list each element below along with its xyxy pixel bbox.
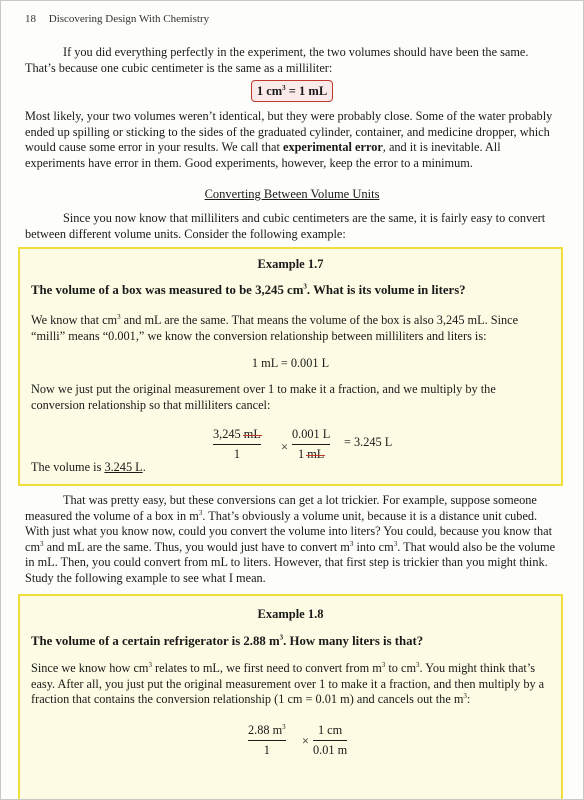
example-answer	[31, 460, 551, 476]
fraction-bar	[313, 740, 347, 741]
numerator-value: 3,245	[213, 427, 241, 441]
equation-exponent: 3	[282, 83, 286, 92]
fraction-numerator	[248, 723, 286, 738]
fraction-numerator: 1 cm	[317, 723, 343, 737]
fraction-numerator: 0.001 L	[292, 427, 331, 441]
equation-rhs: = 1 mL	[285, 84, 328, 98]
superscript: 3	[393, 539, 398, 548]
paragraph-text: and mL are the same. Thus, you would just have to convert m	[43, 539, 350, 554]
fraction-measurement	[213, 427, 261, 462]
fraction-numerator	[213, 427, 261, 442]
conversion-result: = 3.245 L	[344, 435, 393, 449]
superscript: 3	[381, 660, 386, 669]
example-title: Example 1.7	[257, 257, 324, 271]
example-title: Example 1.8	[257, 607, 324, 621]
superscript: 3	[416, 660, 420, 669]
question-text: The volume of a certain refrigerator is 2.88 m	[31, 634, 280, 648]
multiply-sign: ×	[302, 734, 309, 748]
paragraph-text: That was pretty easy, but these conversions can get a lot trickier. For example, suppose someone measured the volume of a box in m	[25, 493, 537, 523]
superscript: 3	[303, 282, 307, 291]
example-box-1-8	[18, 594, 563, 800]
answer-text: The volume is	[31, 460, 105, 474]
example-paragraph	[31, 313, 551, 344]
experimental-error-paragraph	[25, 109, 559, 171]
paragraph-text: :	[466, 692, 471, 706]
paragraph-text: and mL are the same. That means the volume of the box is also 3,245 mL. Since “milli” means “0.001,” we know the conversion relationship between milliliters and liters is:	[31, 313, 519, 343]
paragraph-text: Most likely, your two volumes weren’t identical, but they were probably close. Some of the water probably ended up spilling or sticking to the sides of the graduated cylinder, container, and medicine dropper, which would cause some error in your results. We call that	[25, 109, 553, 154]
superscript: 3	[148, 660, 152, 669]
paragraph-text: relates to mL, we first need to convert from m	[151, 661, 382, 675]
section-paragraph: Since you now know that milliliters and cubic centimeters are the same, it is fairly easy to convert between different volume units. Consider the following example:	[25, 211, 546, 241]
superscript: 3	[40, 539, 44, 548]
denominator-value: 1	[297, 447, 305, 461]
paragraph-text: Since we know how cm	[31, 661, 149, 675]
answer-value: 3.245 L	[104, 460, 143, 474]
conversion-relation: 1 mL = 0.001 L	[251, 356, 330, 370]
fraction-conversion	[313, 723, 347, 758]
paragraph-text: into cm	[353, 539, 394, 554]
page-number: 18	[25, 13, 36, 25]
intro-paragraph: If you did everything perfectly in the experiment, the two volumes should have been the same. That’s because one cubic centimeter is the same as a milliliter:	[25, 45, 529, 75]
key-term: experimental error	[282, 140, 383, 154]
fraction-bar	[248, 740, 286, 741]
example-paragraph	[31, 661, 551, 708]
example-question	[31, 634, 423, 649]
fraction-conversion	[292, 427, 330, 462]
paragraph-text: . That would also be the volume in mL. Then, you could convert from mL to liters. However, that first step is trickier than you might think. Study the following example to see what I mean.	[25, 539, 556, 585]
paragraph-text: . You might think that’s easy. After all, you just put the original measurement over 1 to make it a fraction, and then multiply by a fraction that contains the conversion relationship (1 cm = 0.01 m) and cancels out the m	[31, 661, 545, 706]
highlighted-equation	[251, 80, 333, 102]
superscript: 3	[463, 691, 467, 700]
answer-text: .	[142, 460, 146, 474]
superscript: 3	[117, 312, 121, 321]
example-box-1-7	[18, 247, 563, 486]
fraction-measurement	[248, 723, 286, 758]
paragraph-text: to cm	[385, 661, 417, 675]
superscript: 3	[282, 722, 286, 731]
page-header	[25, 13, 209, 25]
superscript: 3	[198, 508, 203, 517]
fraction-bar	[213, 444, 261, 445]
multiply-sign: ×	[281, 440, 288, 454]
fraction-denominator: 1	[263, 743, 270, 757]
superscript: 3	[279, 633, 284, 642]
numerator-value: 2.88 m	[248, 723, 283, 737]
fraction-denominator: 1	[233, 447, 240, 461]
superscript: 3	[349, 539, 354, 548]
example-paragraph: Now we just put the original measurement over 1 to make it a fraction, and we multiply by the conversion relationship so that milliliters cancel:	[31, 382, 496, 412]
cancelled-unit: mL	[243, 427, 261, 441]
equation-lhs: 1 cm	[256, 84, 283, 98]
paragraph-text: . That’s obviously a volume unit, because it is a distance unit cubed. With just what you know now, could you convert the volume into liters? You could, because you know that cm	[25, 508, 553, 554]
question-text: . What is its volume in liters?	[306, 283, 466, 297]
paragraph-text: We know that cm	[31, 313, 118, 327]
book-title: Discovering Design With Chemistry	[48, 13, 210, 25]
question-text: . How many liters is that?	[283, 634, 424, 648]
example-question	[31, 283, 466, 298]
conversion-discussion-paragraph	[25, 493, 559, 586]
section-heading: Converting Between Volume Units	[204, 187, 380, 201]
paragraph-text: , and it is inevitable. All experiments have error in them. Good experiments, however, keep the error to a minimum.	[25, 140, 501, 170]
fraction-bar	[292, 444, 330, 445]
question-text: The volume of a box was measured to be 3,245 cm	[31, 283, 304, 297]
fraction-denominator: 0.01 m	[313, 743, 348, 757]
cancelled-unit: mL	[307, 447, 325, 461]
